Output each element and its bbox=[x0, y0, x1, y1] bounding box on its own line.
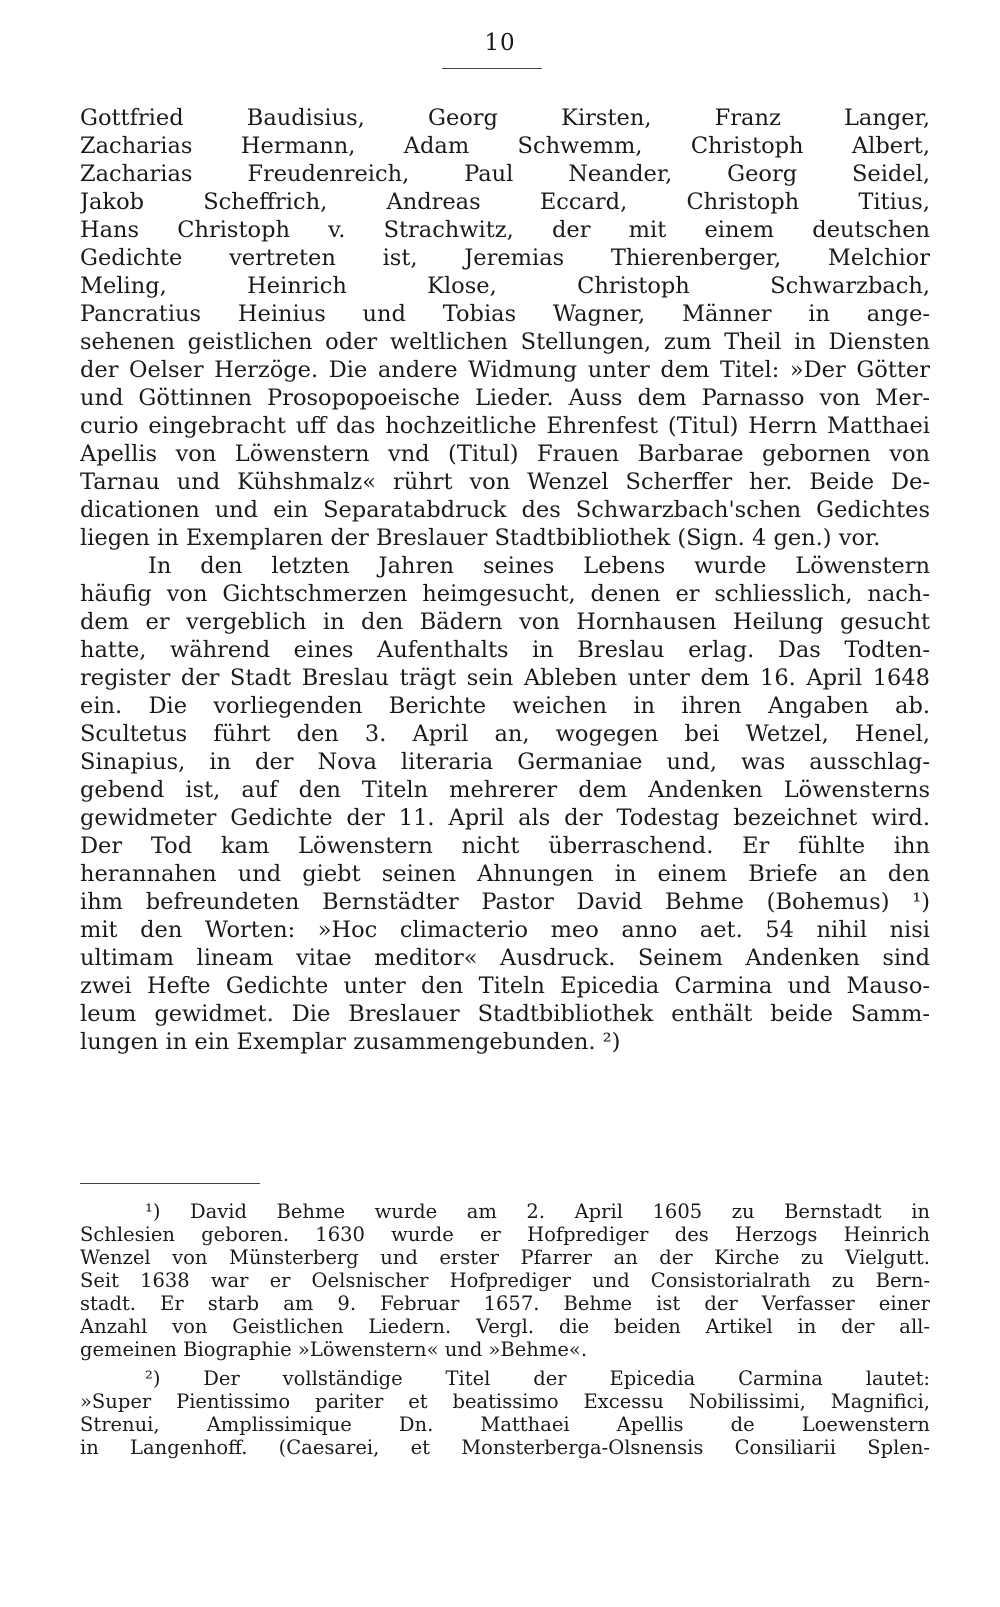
body-line: leum gewidmet. Die Breslauer Stadtbibliothek enthält beide Samm- bbox=[80, 1001, 930, 1027]
body-line: gebend ist, auf den Titeln mehrerer dem Andenken Löwensterns bbox=[80, 777, 930, 803]
body-line: Sinapius, in der Nova literaria Germaniae und, was ausschlag- bbox=[80, 749, 930, 775]
body-line: ultimam lineam vitae meditor« Ausdruck. Seinem Andenken sind bbox=[80, 945, 930, 971]
body-line: und Göttinnen Prosopopoeische Lieder. Auss dem Parnasso von Mer- bbox=[80, 385, 930, 411]
body-line: zwei Hefte Gedichte unter den Titeln Epicedia Carmina und Mauso- bbox=[80, 973, 930, 999]
body-line: register der Stadt Breslau trägt sein Ableben unter dem 16. April 1648 bbox=[80, 665, 930, 691]
body-line: herannahen und giebt seinen Ahnungen in einem Briefe an den bbox=[80, 861, 930, 887]
body-line: mit den Worten: »Hoc climacterio meo anno aet. 54 nihil nisi bbox=[80, 917, 930, 943]
body-line: dicationen und ein Separatabdruck des Schwarzbach'schen Gedichtes bbox=[80, 497, 930, 523]
body-line: In den letzten Jahren seines Lebens wurde Löwenstern bbox=[148, 553, 930, 579]
body-line: dem er vergeblich in den Bädern von Hornhausen Heilung gesucht bbox=[80, 609, 930, 635]
body-line: ihm befreundeten Bernstädter Pastor David Behme (Bohemus) ¹) bbox=[80, 889, 930, 915]
footnote-line: Strenui, Amplissimique Dn. Matthaei Apellis de Loewenstern bbox=[80, 1413, 930, 1436]
body-line: Apellis von Löwenstern vnd (Titul) Frauen Barbarae gebornen von bbox=[80, 441, 930, 467]
body-line: liegen in Exemplaren der Breslauer Stadtbibliothek (Sign. 4 gen.) vor. bbox=[80, 525, 881, 551]
body-line: Pancratius Heinius und Tobias Wagner, Männer in ange- bbox=[80, 301, 930, 327]
footnote-line: stadt. Er starb am 9. Februar 1657. Behme ist der Verfasser einer bbox=[80, 1292, 930, 1315]
footnote-line: Wenzel von Münsterberg und erster Pfarrer an der Kirche zu Vielgutt. bbox=[80, 1246, 930, 1269]
footnote-line: Seit 1638 war er Oelsnischer Hofprediger und Consistorialrath zu Bern- bbox=[80, 1269, 930, 1292]
body-line: curio eingebracht uff das hochzeitliche Ehrenfest (Titul) Herrn Matthaei bbox=[80, 413, 930, 439]
body-line: der Oelser Herzöge. Die andere Widmung unter dem Titel: »Der Götter bbox=[80, 357, 930, 383]
footnote-line: in Langenhoff. (Caesarei, et Monsterberga-Olsnensis Consiliarii Splen- bbox=[80, 1436, 930, 1459]
body-line: Der Tod kam Löwenstern nicht überraschend. Er fühlte ihn bbox=[80, 833, 930, 859]
footnote-line: Anzahl von Geistlichen Liedern. Vergl. die beiden Artikel in der all- bbox=[80, 1315, 930, 1338]
body-line: Scultetus führt den 3. April an, wogegen bei Wetzel, Henel, bbox=[80, 721, 930, 747]
body-line: Zacharias Freudenreich, Paul Neander, Georg Seidel, bbox=[80, 161, 930, 187]
body-line: lungen in ein Exemplar zusammengebunden. ²) bbox=[80, 1029, 621, 1055]
footnote-line: Schlesien geboren. 1630 wurde er Hofprediger des Herzogs Heinrich bbox=[80, 1223, 930, 1246]
footnote-rule bbox=[80, 1183, 260, 1184]
page-number: 10 bbox=[484, 30, 516, 56]
footnote-line: ¹) David Behme wurde am 2. April 1605 zu Bernstadt in bbox=[145, 1200, 930, 1223]
body-line: Meling, Heinrich Klose, Christoph Schwarzbach, bbox=[80, 273, 930, 299]
body-line: Gedichte vertreten ist, Jeremias Thierenberger, Melchior bbox=[80, 245, 930, 271]
footnote-line: »Super Pientissimo pariter et beatissimo Excessu Nobilissimi, Magnifici, bbox=[80, 1390, 930, 1413]
body-line: Gottfried Baudisius, Georg Kirsten, Franz Langer, bbox=[80, 105, 930, 131]
body-line: Hans Christoph v. Strachwitz, der mit einem deutschen bbox=[80, 217, 930, 243]
body-line: Tarnau und Kühshmalz« rührt von Wenzel Scherffer her. Beide De- bbox=[80, 469, 930, 495]
body-line: Zacharias Hermann, Adam Schwemm, Christoph Albert, bbox=[80, 133, 930, 159]
body-line: ein. Die vorliegenden Berichte weichen in ihren Angaben ab. bbox=[80, 693, 930, 719]
body-line: gewidmeter Gedichte der 11. April als der Todestag bezeichnet wird. bbox=[80, 805, 930, 831]
footnote-line: ²) Der vollständige Titel der Epicedia Carmina lautet: bbox=[145, 1367, 930, 1390]
footnote-line: gemeinen Biographie »Löwenstern« und »Behme«. bbox=[80, 1338, 588, 1361]
body-line: Jakob Scheffrich, Andreas Eccard, Christoph Titius, bbox=[80, 189, 930, 215]
header-rule bbox=[442, 68, 542, 69]
body-line: häufig von Gichtschmerzen heimgesucht, denen er schliesslich, nach- bbox=[80, 581, 930, 607]
body-line: hatte, während eines Aufenthalts in Breslau erlag. Das Todten- bbox=[80, 637, 930, 663]
body-line: sehenen geistlichen oder weltlichen Stellungen, zum Theil in Diensten bbox=[80, 329, 930, 355]
